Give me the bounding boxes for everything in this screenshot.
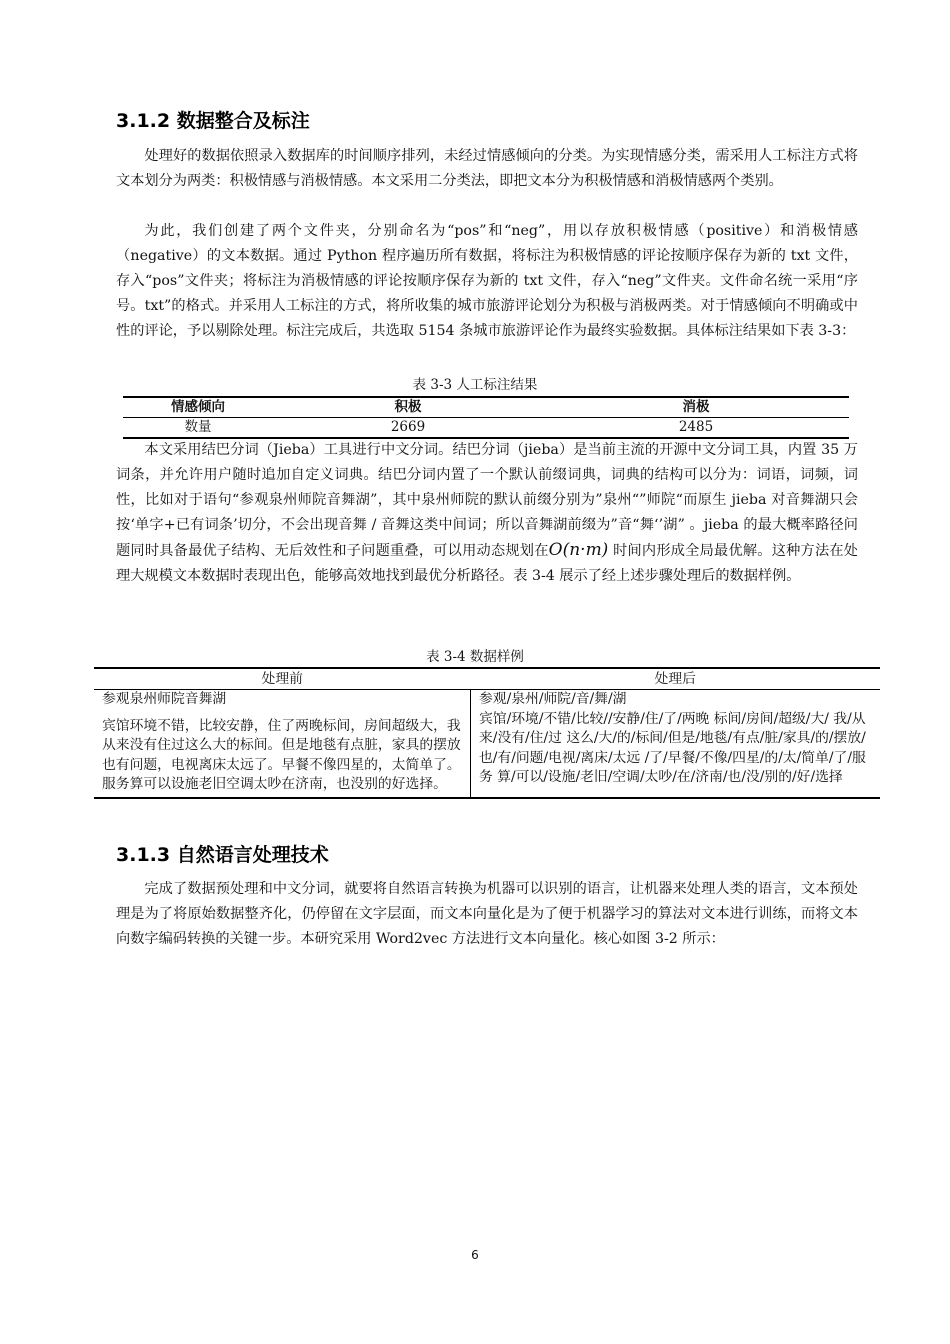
table-header-row [123,397,849,418]
jieba-text-before: 本文采用结巴分词（Jieba）工具进行中文分词。结巴分词（jieba）是当前主流的开源中文分词工具，内置 35 万词条，并允许用户随时追加自定义词典。结巴分词内置了一个默认前缀词典，词典的结构可以分为：词语，词频，词性，比如对于语句“参观泉州师院音舞湖”，其中泉州师院的默认前缀分别为”泉州“”师院“而原生 jieba 对音舞湖只会按‘单字+已有词条’切分，不会出现音舞 / 音舞这类中间词；所以音舞湖前缀为”音“舞‘’湖” 。jieba 的最大概率路径问题同时具备最优子结构、无后效性和子问题重叠，可以用动态规划在 [116,442,858,559]
header-positive: 积极 [273,397,543,418]
section-heading-3-1-2: 3.1.2 数据整合及标注 [116,110,310,132]
cell-after-2: 宾馆/环境/不错/比较//安静/住/了/两晚 标间/房间/超级/大/ 我/从来/没有/住/过 这么/大/的/标间/但是/地毯/有点/脏/家具/的/摆放/也/有/问题/电视/离床/太远 /了/早餐/不像/四星/的/太/简单/了/服务 算/可以/设施/老旧/空调/太吵/在/济南/也/没/别的/好/选择 [471,710,881,798]
cell-positive-count: 2669 [273,418,543,439]
cell-count-label: 数量 [123,418,273,439]
table-row [123,418,849,439]
paragraph-jieba [116,438,858,589]
paragraph-folders: 为此，我们创建了两个文件夹，分别命名为“pos”和“neg”，用以存放积极情感（positive）和消极情感（negative）的文本数据。通过 Python 程序遍历所有数据，将标注为积极情感的评论按顺序保存为新的 txt 文件，存入“pos”文件夹；将标注为消极情感的评论按顺序保存为新的 txt 文件，存入“neg”文件夹。文件命名统一采用“序号。txt”的格式。并采用人工标注的方式，将所收集的城市旅游评论划分为积极与消极两类。对于情感倾向不明确或中性的评论，予以剔除处理。标注完成后，共选取 5154 条城市旅游评论作为最终实验数据。具体标注结果如下表 3-3： [116,223,858,339]
cell-negative-count: 2485 [543,418,849,439]
header-before: 处理前 [94,668,471,690]
cell-before-1: 参观泉州师院音舞湖 [94,690,471,710]
header-sentiment: 情感倾向 [123,397,273,418]
paragraph-labeling-intro: 处理好的数据依照录入数据库的时间顺序排列，未经过情感倾向的分类。为实现情感分类，需采用人工标注方式将文本划分为两类：积极情感与消极情感。本文采用二分类法，即把文本分为积极情感和消极情感两个类别。 [116,148,858,189]
cell-after-1: 参观/泉州/师院/音/舞/湖 [479,691,627,707]
table-3-4-caption: 表 3-4 数据样例 [426,649,524,665]
table-3-4 [94,667,880,799]
page-number: 6 [471,1248,479,1262]
cell-before-2: 宾馆环境不错，比较安静，住了两晚标间，房间超级大，我从来没有住过这么大的标间。但是地毯有点脏，家具的摆放也有问题，电视离床太远了。早餐不像四星的，太简单了。服务算可以设施老旧空调太吵在济南，也没别的好选择。 [94,710,471,798]
paragraph-nlp: 完成了数据预处理和中文分词，就要将自然语言转换为机器可以识别的语言，让机器来处理人类的语言，文本预处理是为了将原始数据整齐化，仍停留在文字层面，而文本向量化是为了便于机器学习的算法对文本进行训练，而将文本向数字编码转换的关键一步。本研究采用 Word2vec 方法进行文本向量化。核心如图 3-2 所示： [116,881,858,947]
complexity-formula: O(n·m) [548,540,609,560]
header-negative: 消极 [543,397,849,418]
table-header-row [94,668,880,690]
table-row [94,690,880,710]
header-after: 处理后 [471,668,881,690]
table-row [94,710,880,798]
section-heading-3-1-3: 3.1.3 自然语言处理技术 [116,844,329,866]
table-3-3-caption: 表 3-3 人工标注结果 [412,377,538,393]
jieba-text-after: 时间内形成全局最优解。这种方法在处理大规模文本数据时表现出色，能够高效地找到最优分析路径。表 3-4 展示了经上述步骤处理后的数据样例。 [116,543,858,584]
table-3-3 [123,396,849,439]
